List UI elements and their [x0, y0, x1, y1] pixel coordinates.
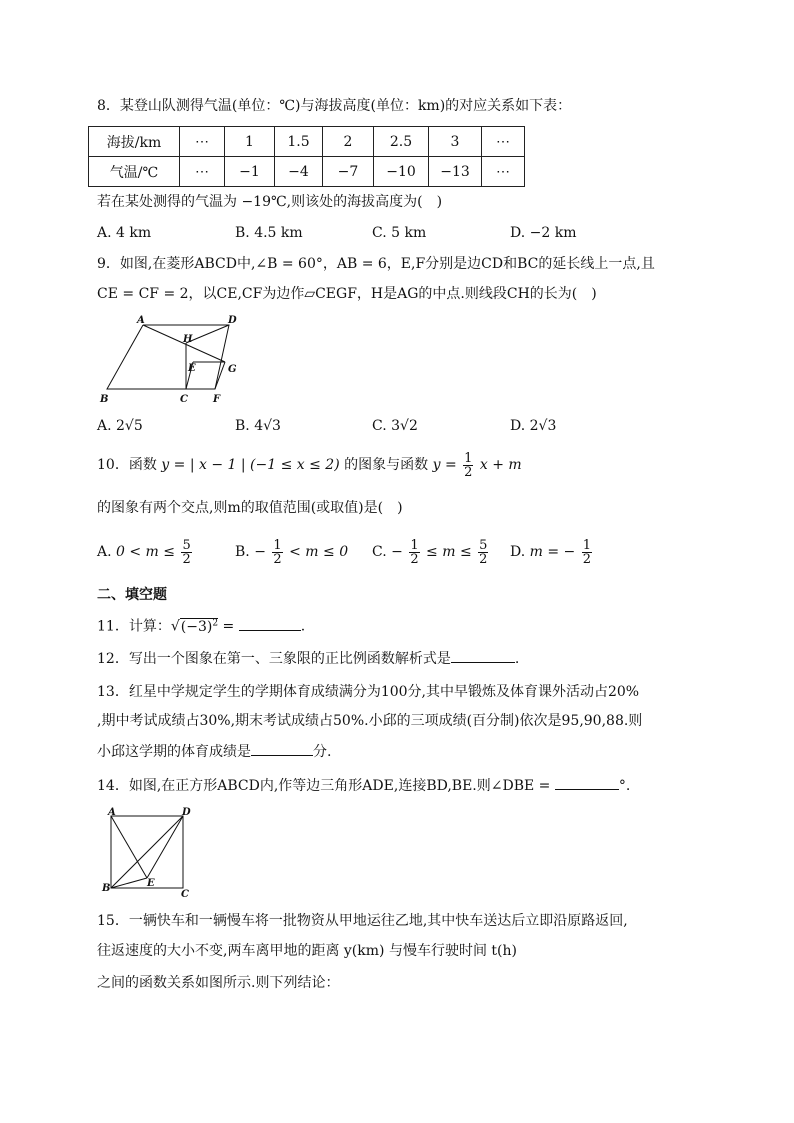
q10-prefix: 10．函数: [97, 457, 157, 473]
q9-option-b: B. 4√3: [235, 418, 281, 434]
label-c: C: [180, 394, 188, 405]
table-cell: 2.5: [374, 127, 429, 157]
q10-option-a: A. 0 < m ≤ $\frac{5}{2}$: [97, 537, 191, 567]
q8-option-c: C. 5 km: [372, 225, 427, 241]
label-e: E: [188, 363, 196, 374]
q10-mid-text: 的图象与函数: [344, 457, 429, 473]
q12: 12．写出一个图象在第一、三象限的正比例函数解析式是 .: [97, 648, 519, 669]
q13-line1: 13．红星中学规定学生的学期体育成绩满分为100分,其中早锻炼及体育课外活动占20%: [97, 684, 640, 700]
rhombus-figure: [97, 313, 247, 408]
label-e: E: [147, 878, 155, 889]
q10-fraction: $\frac{1}{2}$: [464, 450, 473, 480]
table-cell: ⋯: [482, 157, 525, 187]
table-cell: −10: [374, 157, 429, 187]
q9-option-a: A. 2√5: [97, 418, 143, 434]
answer-blank: [239, 616, 301, 631]
table-cell: ⋯: [180, 157, 225, 187]
q9-line1: 9．如图,在菱形ABCD中,∠B = 60°，AB = 6，E,F分别是边CD和BC的延长线上一点,且: [97, 256, 655, 272]
q13-line3: 小邱这学期的体育成绩是 分.: [97, 741, 331, 762]
q8-table: [88, 126, 525, 187]
table-cell: 2: [323, 127, 374, 157]
q8-option-a: A. 4 km: [97, 225, 152, 241]
table-row: [89, 127, 525, 157]
q10-function-1: y = | x − 1 | (−1 ≤ x ≤ 2): [161, 457, 340, 473]
label-b: B: [100, 394, 109, 405]
square-figure: [100, 806, 195, 898]
q15-line3: 之间的函数关系如图所示.则下列结论：: [97, 975, 340, 991]
q10-function-2-rest: x + m: [479, 457, 522, 473]
q10-line1: [97, 451, 522, 479]
table-cell: 海拔/km: [89, 127, 180, 157]
label-c: C: [181, 889, 189, 900]
table-cell: ⋯: [180, 127, 225, 157]
label-b: B: [102, 883, 111, 894]
table-cell: 气温/℃: [89, 157, 180, 187]
table-cell: 1.5: [275, 127, 323, 157]
q10-option-d: D. m = − $\frac{1}{2}$: [510, 537, 592, 567]
label-h: H: [183, 334, 193, 345]
q11: 11．计算：$√(-3)^2$ = .: [97, 613, 305, 637]
q8-question: 若在某处测得的气温为 −19℃,则该处的海拔高度为( ): [97, 194, 443, 210]
label-f: F: [213, 394, 221, 405]
q10-line2: 的图象有两个交点,则m的取值范围(或取值)是( ): [97, 500, 403, 516]
q14: 14．如图,在正方形ABCD内,作等边三角形ADE,连接BD,BE.则∠DBE = °.: [97, 775, 630, 796]
q15-line1: 15．一辆快车和一辆慢车将一批物资从甲地运往乙地,其中快车送达后立即沿原路返回,: [97, 913, 628, 929]
q9-option-c: C. 3√2: [372, 418, 418, 434]
table-row: [89, 157, 525, 187]
label-a: A: [137, 315, 145, 326]
q8-option-d: D. −2 km: [510, 225, 577, 241]
table-cell: 3: [429, 127, 482, 157]
q10-option-b: B. − $\frac{1}{2}$ < m ≤ 0: [235, 537, 349, 567]
table-cell: ⋯: [482, 127, 525, 157]
section-heading: 二、填空题: [97, 587, 167, 603]
q10-option-c: C. − $\frac{1}{2}$ ≤ m ≤ $\frac{5}{2}$: [372, 537, 488, 567]
q8-option-b: B. 4.5 km: [235, 225, 303, 241]
q9-line2: CE = CF = 2，以CE,CF为边作▱CEGF，H是AG的中点.则线段CH的长为( ): [97, 286, 597, 302]
q9-option-d: D. 2√3: [510, 418, 557, 434]
table-cell: −1: [225, 157, 275, 187]
q15-line2: 往返速度的大小不变,两车离甲地的距离 y(km) 与慢车行驶时间 t(h): [97, 943, 517, 959]
label-g: G: [228, 364, 237, 375]
label-d: D: [228, 315, 237, 326]
table-cell: −4: [275, 157, 323, 187]
answer-blank: [555, 775, 619, 790]
answer-blank: [251, 741, 313, 756]
q10-function-2-lhs: y =: [432, 457, 457, 473]
q8-stem: 8．某登山队测得气温(单位：℃)与海拔高度(单位：km)的对应关系如下表：: [97, 98, 572, 114]
sqrt-expression: $(-3)^2$: [180, 618, 219, 635]
table-cell: −7: [323, 157, 374, 187]
label-a: A: [108, 807, 116, 818]
table-cell: 1: [225, 127, 275, 157]
label-d: D: [182, 807, 191, 818]
q13-line2: ,期中考试成绩占30%,期末考试成绩占50%.小邱的三项成绩(百分制)依次是95,90,88.则: [97, 713, 643, 729]
answer-blank: [451, 648, 515, 663]
table-cell: −13: [429, 157, 482, 187]
